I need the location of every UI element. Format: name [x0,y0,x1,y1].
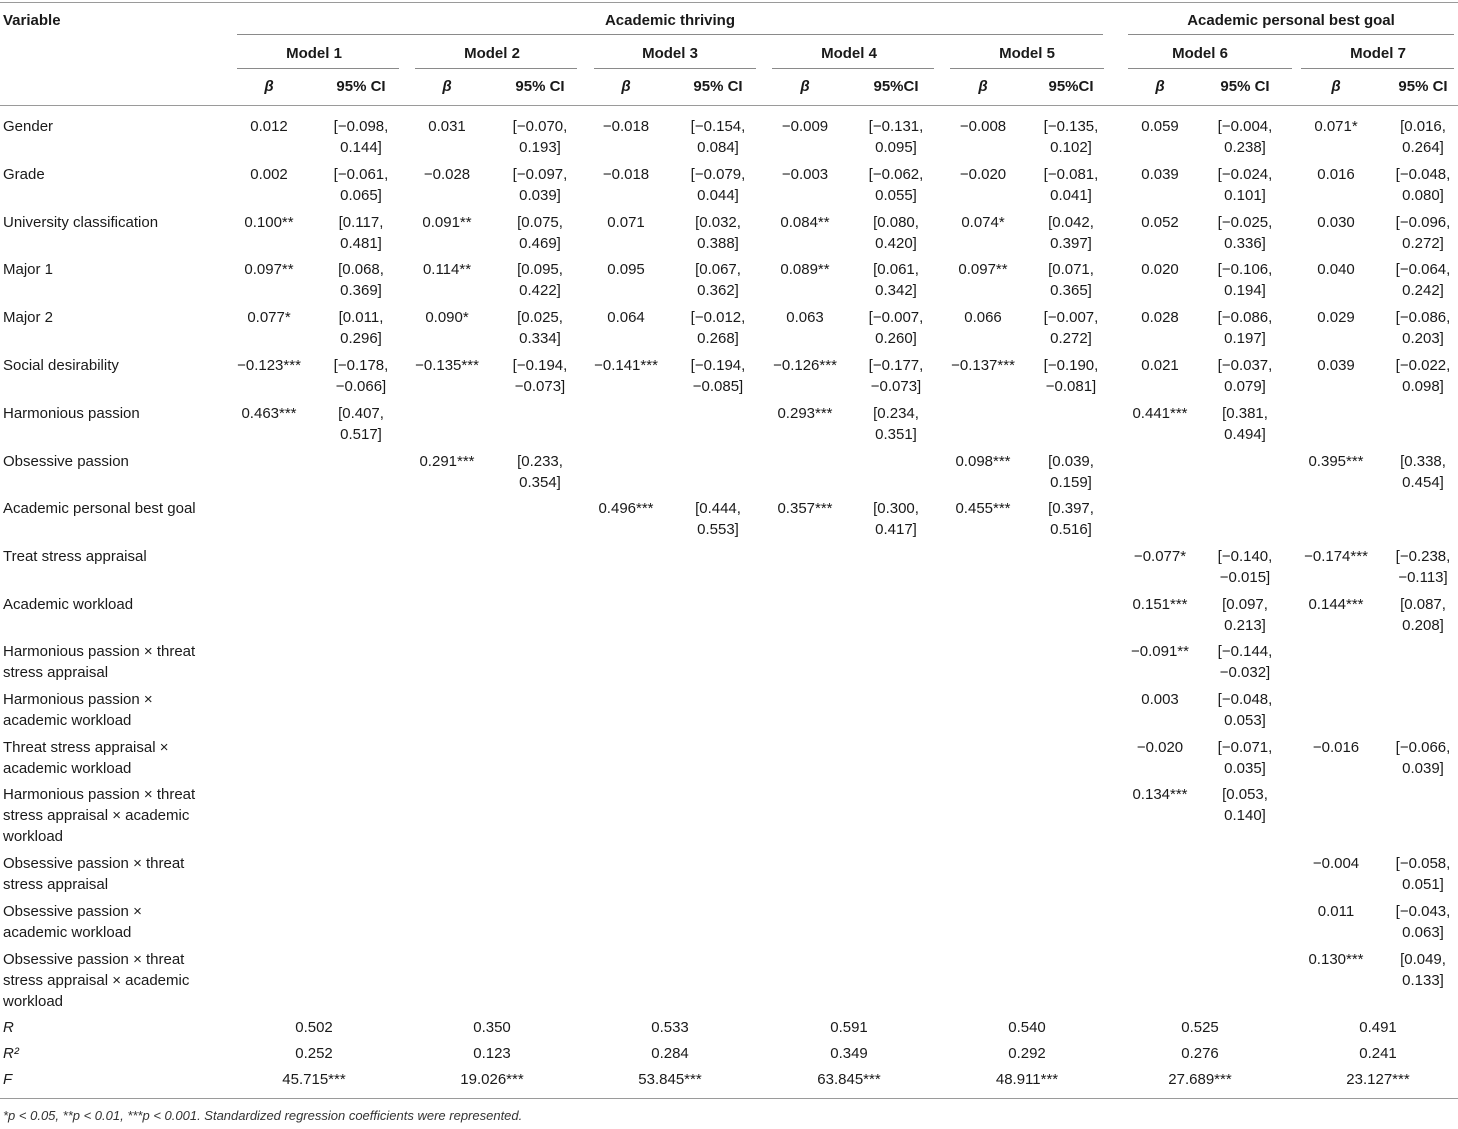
ci-upper: 0.095] [875,139,917,156]
beta-header: β [978,78,988,95]
beta-value: 0.002 [250,166,288,183]
ci-lower: [−0.037, [1217,357,1273,374]
row-label: Harmonious passion × threat [3,786,196,803]
ci-lower: [−0.135, [1043,118,1099,135]
ci-lower: [−0.048, [1217,691,1273,708]
table-top-rule [0,2,1458,3]
ci-upper: 0.417] [875,521,917,538]
beta-value: −0.141*** [594,357,658,374]
ci-upper: 0.053] [1224,712,1266,729]
beta-header: β [800,78,810,95]
beta-value: 0.098*** [955,453,1011,470]
stat-label: R² [3,1045,19,1062]
ci-upper: 0.035] [1224,760,1266,777]
stat-value: 63.845*** [817,1071,881,1088]
ci-upper: −0.085] [692,378,744,395]
ci-lower: [−0.140, [1217,548,1273,565]
ci-header: 95% CI [336,78,386,95]
beta-value: −0.123*** [237,357,301,374]
ci-upper: 0.362] [697,282,739,299]
beta-value: 0.030 [1317,214,1355,231]
ci-upper: 0.055] [875,187,917,204]
stat-value: 0.350 [473,1019,511,1036]
beta-value: 0.144*** [1308,596,1364,613]
beta-value: 0.029 [1317,309,1355,326]
beta-value: −0.020 [1136,739,1184,756]
row-label: Major 2 [3,309,54,326]
ci-lower: [0.234, [873,405,919,422]
beta-value: −0.135*** [415,357,479,374]
row-label: Gender [3,118,54,135]
ci-lower: [−0.194, [512,357,568,374]
model-underline-7 [1301,68,1454,69]
ci-upper: 0.296] [340,330,382,347]
ci-upper: 0.101] [1224,187,1266,204]
ci-upper: −0.066] [335,378,387,395]
ci-lower: [−0.004, [1217,118,1273,135]
ci-lower: [0.011, [338,309,384,326]
beta-value: 0.074* [961,214,1005,231]
model-header-6: Model 6 [1172,45,1228,62]
beta-value: 0.020 [1141,261,1179,278]
ci-lower: [−0.238, [1395,548,1451,565]
beta-value: 0.011 [1317,903,1355,920]
ci-lower: [−0.190, [1043,357,1099,374]
ci-lower: [−0.098, [333,118,389,135]
beta-value: −0.126*** [773,357,837,374]
beta-value: 0.114** [422,261,472,278]
ci-lower: [−0.178, [333,357,389,374]
model-header-7: Model 7 [1350,45,1406,62]
ci-header: 95%CI [1048,78,1094,95]
row-label: stress appraisal [3,876,109,893]
row-label: stress appraisal × academic [3,972,190,989]
stat-value: 27.689*** [1168,1071,1232,1088]
ci-upper: 0.422] [519,282,561,299]
beta-value: 0.040 [1317,261,1355,278]
model-underline-2 [415,68,577,69]
ci-lower: [−0.194, [690,357,746,374]
ci-upper: 0.098] [1402,378,1444,395]
beta-value: 0.066 [964,309,1002,326]
ci-lower: [−0.096, [1395,214,1451,231]
stat-value: 0.276 [1181,1045,1219,1062]
ci-lower: [−0.058, [1395,855,1451,872]
row-label: University classification [3,214,159,231]
ci-upper: 0.039] [519,187,561,204]
model-underline-5 [950,68,1104,69]
stat-label: R [3,1019,14,1036]
row-label: Obsessive passion × threat [3,951,185,968]
ci-lower: [0.338, [1400,453,1446,470]
ci-lower: [0.381, [1222,405,1268,422]
row-label: Social desirability [3,357,119,374]
stat-value: 0.123 [473,1045,511,1062]
ci-lower: [0.049, [1400,951,1446,968]
beta-value: 0.441*** [1132,405,1188,422]
row-label: Obsessive passion [3,453,129,470]
model-header-2: Model 2 [464,45,520,62]
ci-lower: [−0.071, [1217,739,1273,756]
beta-value: −0.077* [1133,548,1187,565]
ci-upper: 0.342] [875,282,917,299]
ci-upper: 0.208] [1402,617,1444,634]
ci-upper: 0.063] [1402,924,1444,941]
ci-upper: 0.264] [1402,139,1444,156]
ci-lower: [0.097, [1222,596,1268,613]
beta-value: −0.008 [959,118,1007,135]
model-header-4: Model 4 [821,45,877,62]
ci-upper: 0.494] [1224,426,1266,443]
row-label: Harmonious passion × threat [3,643,196,660]
ci-upper: 0.336] [1224,235,1266,252]
ci-lower: [−0.061, [333,166,389,183]
ci-lower: [0.087, [1400,596,1446,613]
beta-header: β [1155,78,1165,95]
beta-value: 0.151*** [1132,596,1188,613]
ci-lower: [0.080, [873,214,919,231]
beta-value: 0.012 [250,118,288,135]
ci-lower: [−0.106, [1217,261,1273,278]
ci-lower: [−0.066, [1395,739,1451,756]
row-label: Academic personal best goal [3,500,196,517]
stat-value: 0.533 [651,1019,689,1036]
beta-value: 0.463*** [241,405,297,422]
ci-lower: [0.025, [517,309,563,326]
ci-header: 95%CI [873,78,919,95]
row-label: Major 1 [3,261,54,278]
ci-lower: [0.444, [695,500,741,517]
beta-value: 0.291*** [419,453,475,470]
table-footnote: *p < 0.05, **p < 0.01, ***p < 0.001. Standardized regression coefficients were represented. [3,1108,523,1123]
ci-upper: 0.133] [1402,972,1444,989]
row-label: Treat stress appraisal [3,548,147,565]
stat-value: 0.252 [295,1045,333,1062]
ci-lower: [0.016, [1400,118,1446,135]
beta-value: −0.137*** [951,357,1015,374]
beta-value: 0.052 [1141,214,1179,231]
row-label: academic workload [3,924,132,941]
beta-value: −0.004 [1312,855,1360,872]
row-label: workload [3,828,64,845]
ci-upper: 0.260] [875,330,917,347]
stat-value: 0.502 [295,1019,333,1036]
model-header-5: Model 5 [999,45,1055,62]
beta-value: 0.064 [607,309,645,326]
beta-value: 0.097** [244,261,294,278]
beta-value: 0.016 [1317,166,1355,183]
beta-value: −0.028 [423,166,471,183]
row-label: Harmonious passion [3,405,140,422]
row-label: Threat stress appraisal × [3,739,169,756]
stat-value: 19.026*** [460,1071,524,1088]
beta-value: 0.097** [958,261,1008,278]
ci-upper: 0.238] [1224,139,1266,156]
ci-upper: −0.081] [1045,378,1097,395]
ci-header: 95% CI [515,78,565,95]
ci-lower: [−0.062, [868,166,924,183]
beta-value: 0.028 [1141,309,1179,326]
ci-lower: [0.071, [1048,261,1094,278]
beta-header: β [1331,78,1341,95]
stat-value: 0.241 [1359,1045,1397,1062]
ci-lower: [−0.043, [1395,903,1451,920]
row-label: Grade [3,166,45,183]
ci-upper: 0.388] [697,235,739,252]
ci-upper: 0.481] [340,235,382,252]
ci-lower: [−0.024, [1217,166,1273,183]
beta-value: −0.174*** [1304,548,1368,565]
ci-upper: 0.454] [1402,474,1444,491]
model-underline-1 [237,68,399,69]
header-bottom-rule [0,105,1458,106]
ci-upper: 0.080] [1402,187,1444,204]
ci-lower: [−0.086, [1395,309,1451,326]
ci-upper: 0.079] [1224,378,1266,395]
ci-upper: 0.334] [519,330,561,347]
ci-upper: 0.213] [1224,617,1266,634]
beta-value: 0.293*** [777,405,833,422]
ci-lower: [0.397, [1048,500,1094,517]
ci-lower: [0.075, [517,214,563,231]
ci-upper: 0.144] [340,139,382,156]
ci-lower: [0.061, [873,261,919,278]
ci-upper: 0.351] [875,426,917,443]
stat-value: 53.845*** [638,1071,702,1088]
ci-lower: [0.042, [1048,214,1094,231]
ci-upper: 0.044] [697,187,739,204]
ci-lower: [−0.131, [868,118,924,135]
ci-upper: 0.469] [519,235,561,252]
ci-lower: [−0.048, [1395,166,1451,183]
beta-value: 0.071 [607,214,645,231]
ci-lower: [0.032, [695,214,741,231]
ci-upper: 0.051] [1402,876,1444,893]
beta-value: −0.018 [602,118,650,135]
beta-value: 0.039 [1317,357,1355,374]
ci-upper: −0.073] [514,378,566,395]
group-header-personal-best-goal: Academic personal best goal [1187,12,1395,29]
ci-upper: 0.516] [1050,521,1092,538]
table-bottom-rule [0,1098,1458,1099]
ci-lower: [−0.144, [1217,643,1273,660]
row-label: Obsessive passion × threat [3,855,185,872]
beta-value: 0.021 [1141,357,1179,374]
ci-lower: [0.095, [517,261,563,278]
ci-upper: 0.039] [1402,760,1444,777]
ci-upper: 0.242] [1402,282,1444,299]
beta-header: β [264,78,274,95]
ci-lower: [−0.086, [1217,309,1273,326]
ci-upper: 0.365] [1050,282,1092,299]
stat-value: 0.540 [1008,1019,1046,1036]
stat-value: 0.284 [651,1045,689,1062]
beta-value: −0.003 [781,166,829,183]
row-label: stress appraisal [3,664,109,681]
row-label: Harmonious passion × [3,691,153,708]
ci-upper: 0.065] [340,187,382,204]
model-underline-4 [772,68,934,69]
ci-lower: [−0.007, [1043,309,1099,326]
ci-upper: 0.517] [340,426,382,443]
ci-upper: −0.015] [1219,569,1271,586]
beta-header: β [621,78,631,95]
ci-lower: [−0.007, [868,309,924,326]
ci-lower: [−0.064, [1395,261,1451,278]
beta-value: 0.059 [1141,118,1179,135]
beta-value: −0.091** [1131,643,1189,660]
ci-upper: 0.553] [697,521,739,538]
beta-value: 0.084** [780,214,830,231]
beta-value: 0.357*** [777,500,833,517]
ci-lower: [−0.079, [690,166,746,183]
ci-lower: [−0.025, [1217,214,1273,231]
beta-value: 0.003 [1141,691,1179,708]
ci-upper: 0.102] [1050,139,1092,156]
ci-upper: 0.203] [1402,330,1444,347]
ci-lower: [0.053, [1222,786,1268,803]
model-header-1: Model 1 [286,45,342,62]
ci-header: 95% CI [1220,78,1270,95]
ci-upper: −0.113] [1398,569,1448,586]
beta-value: 0.100** [244,214,294,231]
model-header-3: Model 3 [642,45,698,62]
ci-upper: 0.369] [340,282,382,299]
ci-lower: [0.233, [517,453,563,470]
ci-header: 95% CI [1398,78,1448,95]
ci-lower: [−0.154, [690,118,746,135]
stat-value: 0.491 [1359,1019,1397,1036]
ci-upper: 0.268] [697,330,739,347]
beta-value: −0.009 [781,118,829,135]
ci-upper: −0.073] [870,378,922,395]
row-label: academic workload [3,712,132,729]
ci-upper: 0.354] [519,474,561,491]
beta-value: 0.071* [1314,118,1358,135]
model-underline-6 [1128,68,1292,69]
beta-value: 0.455*** [955,500,1011,517]
ci-upper: 0.397] [1050,235,1092,252]
beta-value: 0.089** [780,261,830,278]
group-underline-pbg [1128,34,1454,35]
ci-lower: [−0.070, [512,118,568,135]
beta-value: 0.063 [786,309,824,326]
stat-value: 0.591 [830,1019,868,1036]
ci-lower: [0.300, [873,500,919,517]
ci-lower: [0.117, [338,214,384,231]
variable-header: Variable [3,12,61,29]
group-underline-thriving [237,34,1103,35]
row-label: Obsessive passion × [3,903,142,920]
ci-upper: 0.041] [1050,187,1092,204]
ci-lower: [0.407, [338,405,384,422]
ci-upper: 0.193] [519,139,561,156]
ci-upper: 0.197] [1224,330,1266,347]
ci-lower: [0.068, [338,261,384,278]
ci-upper: 0.420] [875,235,917,252]
beta-value: −0.016 [1312,739,1360,756]
ci-lower: [−0.081, [1043,166,1099,183]
stat-value: 45.715*** [282,1071,346,1088]
ci-lower: [−0.177, [868,357,924,374]
stat-value: 23.127*** [1346,1071,1410,1088]
ci-upper: −0.032] [1219,664,1271,681]
beta-value: 0.090* [425,309,469,326]
beta-value: 0.091** [422,214,472,231]
beta-value: 0.095 [607,261,645,278]
row-label: workload [3,993,64,1010]
beta-value: −0.020 [959,166,1007,183]
stat-value: 0.292 [1008,1045,1046,1062]
ci-lower: [0.067, [695,261,741,278]
beta-value: 0.496*** [598,500,654,517]
beta-value: 0.039 [1141,166,1179,183]
ci-lower: [−0.022, [1395,357,1451,374]
beta-value: 0.031 [428,118,466,135]
row-label: academic workload [3,760,132,777]
stat-value: 0.349 [830,1045,868,1062]
ci-upper: 0.272] [1050,330,1092,347]
row-label: Academic workload [3,596,134,613]
row-label: stress appraisal × academic [3,807,190,824]
ci-header: 95% CI [693,78,743,95]
beta-value: 0.134*** [1132,786,1188,803]
beta-header: β [442,78,452,95]
ci-upper: 0.140] [1224,807,1266,824]
model-underline-3 [594,68,756,69]
stat-label: F [3,1071,13,1088]
ci-upper: 0.159] [1050,474,1092,491]
ci-lower: [0.039, [1048,453,1094,470]
group-header-academic-thriving: Academic thriving [604,12,736,29]
beta-value: 0.395*** [1308,453,1364,470]
beta-value: 0.077* [247,309,291,326]
ci-upper: 0.194] [1224,282,1266,299]
ci-upper: 0.272] [1402,235,1444,252]
beta-value: 0.130*** [1308,951,1364,968]
stat-value: 0.525 [1181,1019,1219,1036]
ci-lower: [−0.012, [690,309,746,326]
ci-upper: 0.084] [697,139,739,156]
beta-value: −0.018 [602,166,650,183]
ci-lower: [−0.097, [512,166,568,183]
stat-value: 48.911*** [995,1071,1059,1088]
